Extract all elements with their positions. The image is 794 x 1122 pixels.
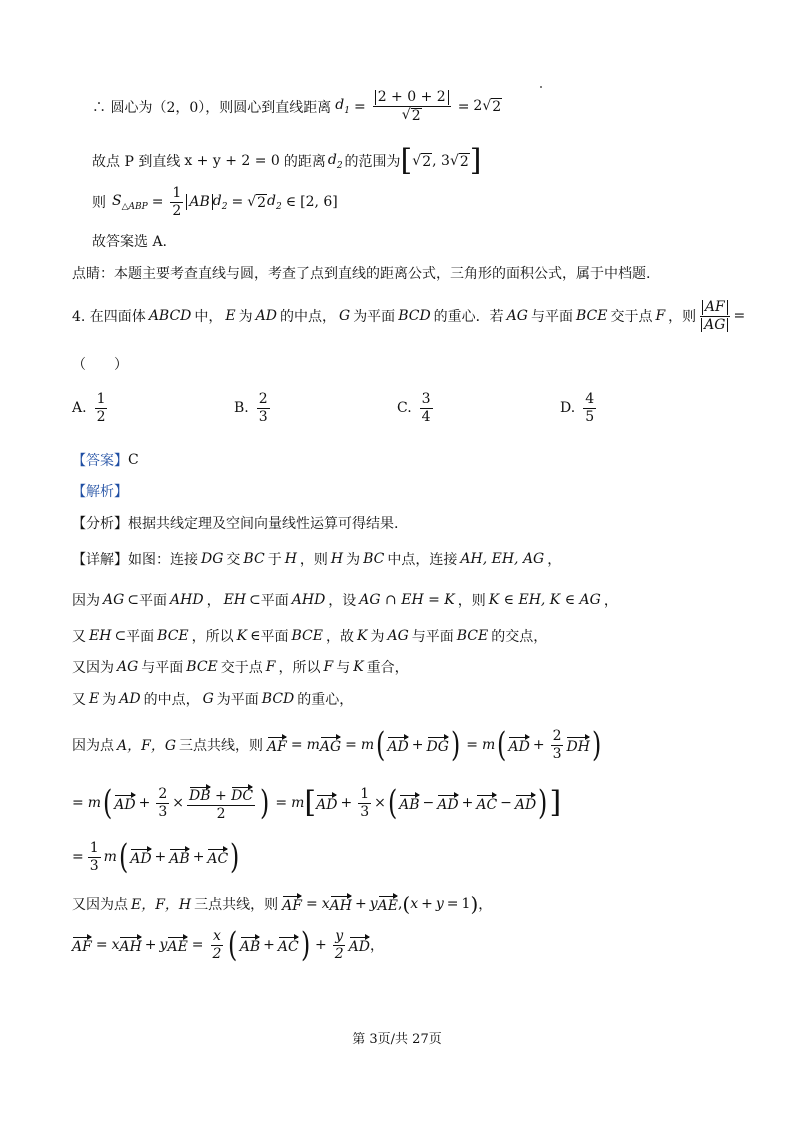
line-circle-center: ∴ 圆心为（2，0），则圆心到直线距离 $d_1$ = 2 + 0 + 2 √ 2 = 2 √ 2 — [92, 89, 502, 124]
analysis-line — [72, 481, 128, 501]
question-paren: （ ） — [72, 357, 128, 373]
vector-eq-5: AF = x AH + y AE = $\frac{x}{2}$ ( AB + AC ) + $\frac{y}{2}$ AD ， — [72, 925, 384, 965]
line-equation: x + y + 2 = 0 — [184, 153, 280, 169]
answer-select-line: 故答案选 A. — [92, 234, 168, 250]
detail-line-5: 又 E 为 AD 的中点， G 为平面 BCD 的重心， — [72, 691, 354, 708]
text: 的距离 — [283, 154, 326, 170]
analysis-tag: 【解析】 — [72, 484, 128, 500]
page-footer: 第 3页/共 27页 — [352, 1032, 442, 1047]
var-d1: $d_1$ — [335, 97, 350, 117]
text: 则 — [92, 195, 106, 212]
option-c[interactable]: C. $\frac{3}{4}$ — [397, 391, 431, 425]
detail-line-1: 【详解】 如图：连接 DG 交 BC 于 H ，则 H 为 BC 中点，连接 AH, EH, AG ， — [72, 551, 562, 568]
result-2sqrt2: 2 √ 2 — [473, 98, 502, 116]
answer-value: C — [128, 452, 139, 468]
abs-numerator: 2 + 0 + 2 — [375, 90, 449, 105]
answer-tag: 【答案】 — [72, 453, 128, 469]
vector-eq-4: 又因为点 E，F，H 三点共线，则 AF = x AH + y AE , ( x + y = 1 ) ， — [72, 892, 493, 916]
option-b[interactable]: B. $\frac{2}{3}$ — [234, 391, 268, 425]
vector-eq-3: = $\frac{1}{3}$ m ( AD + AB + AC ) — [72, 837, 240, 877]
area-range: [2, 6] — [300, 194, 338, 211]
vector-eq-1: 因为点 A，F，G 三点共线，则 AF = m AG = m ( AD + DG ) = m ( AD + $\frac{2}{3}$ DH ) — [72, 725, 602, 765]
text: 的范围为 — [344, 154, 401, 170]
distance-fraction: 2 + 0 + 2 √ 2 — [373, 90, 451, 123]
detail-line-2: 因为 AG ⊂ 平面 AHD ， EH ⊂ 平面 AHD ，设 AG ∩ EH = K ，则 K ∈ EH, K ∈ AG ， — [72, 592, 618, 609]
line-area: 则 $S_{\triangle ABP}$ = $\frac{1}{2}$ AB $d_2$ = √ 2 $d_2$ ∈ [2, 6] — [92, 185, 338, 219]
option-d[interactable]: D. $\frac{4}{5}$ — [560, 391, 595, 425]
answer-line — [72, 450, 139, 470]
text: 故点 P 到直线 — [92, 154, 181, 170]
vector-eq-2: = m ( AD + $\frac{2}{3}$ × $\frac{DB + DC}{2}$ ) = m [ AD + $\frac{1}{3}$ × ( AB − AD + AC − AD ) ] — [72, 783, 562, 824]
option-a[interactable]: A. $\frac{1}{2}$ — [72, 391, 106, 425]
detail-line-4: 又因为 AG 与平面 BCE 交于点 F ，所以 F 与 K 重合， — [72, 659, 409, 676]
text: ∴ 圆心为（2，0），则圆心到直线距离 — [92, 99, 332, 116]
line-distance-range: 故点 P 到直线 x + y + 2 = 0 的距离 $d_2$ 的范围为 [ √ 2 , 3 √ 2 ] — [92, 143, 482, 178]
detail-line-3: 又 EH ⊂ 平面 BCE ，所以 K ∈ 平面 BCE ，故 K 为 AG 与平面 BCE 的交点， — [72, 628, 548, 645]
question-4: 4. 在四面体 ABCD 中， E 为 AD 的中点， G 为平面 BCD 的重心．若 AG 与平面 BCE 交于点 F ，则 $\frac{AF}{AG}$ = — [72, 299, 746, 333]
dianjing-comment: 点睛：本题主要考查直线与圆，考查了点到直线的距离公式，三角形的面积公式，属于中档题. — [72, 266, 651, 282]
fenxi-line: 【分析】 根据共线定理及空间向量线性运算可得结果. — [72, 516, 399, 532]
stray-dot — [540, 86, 542, 88]
